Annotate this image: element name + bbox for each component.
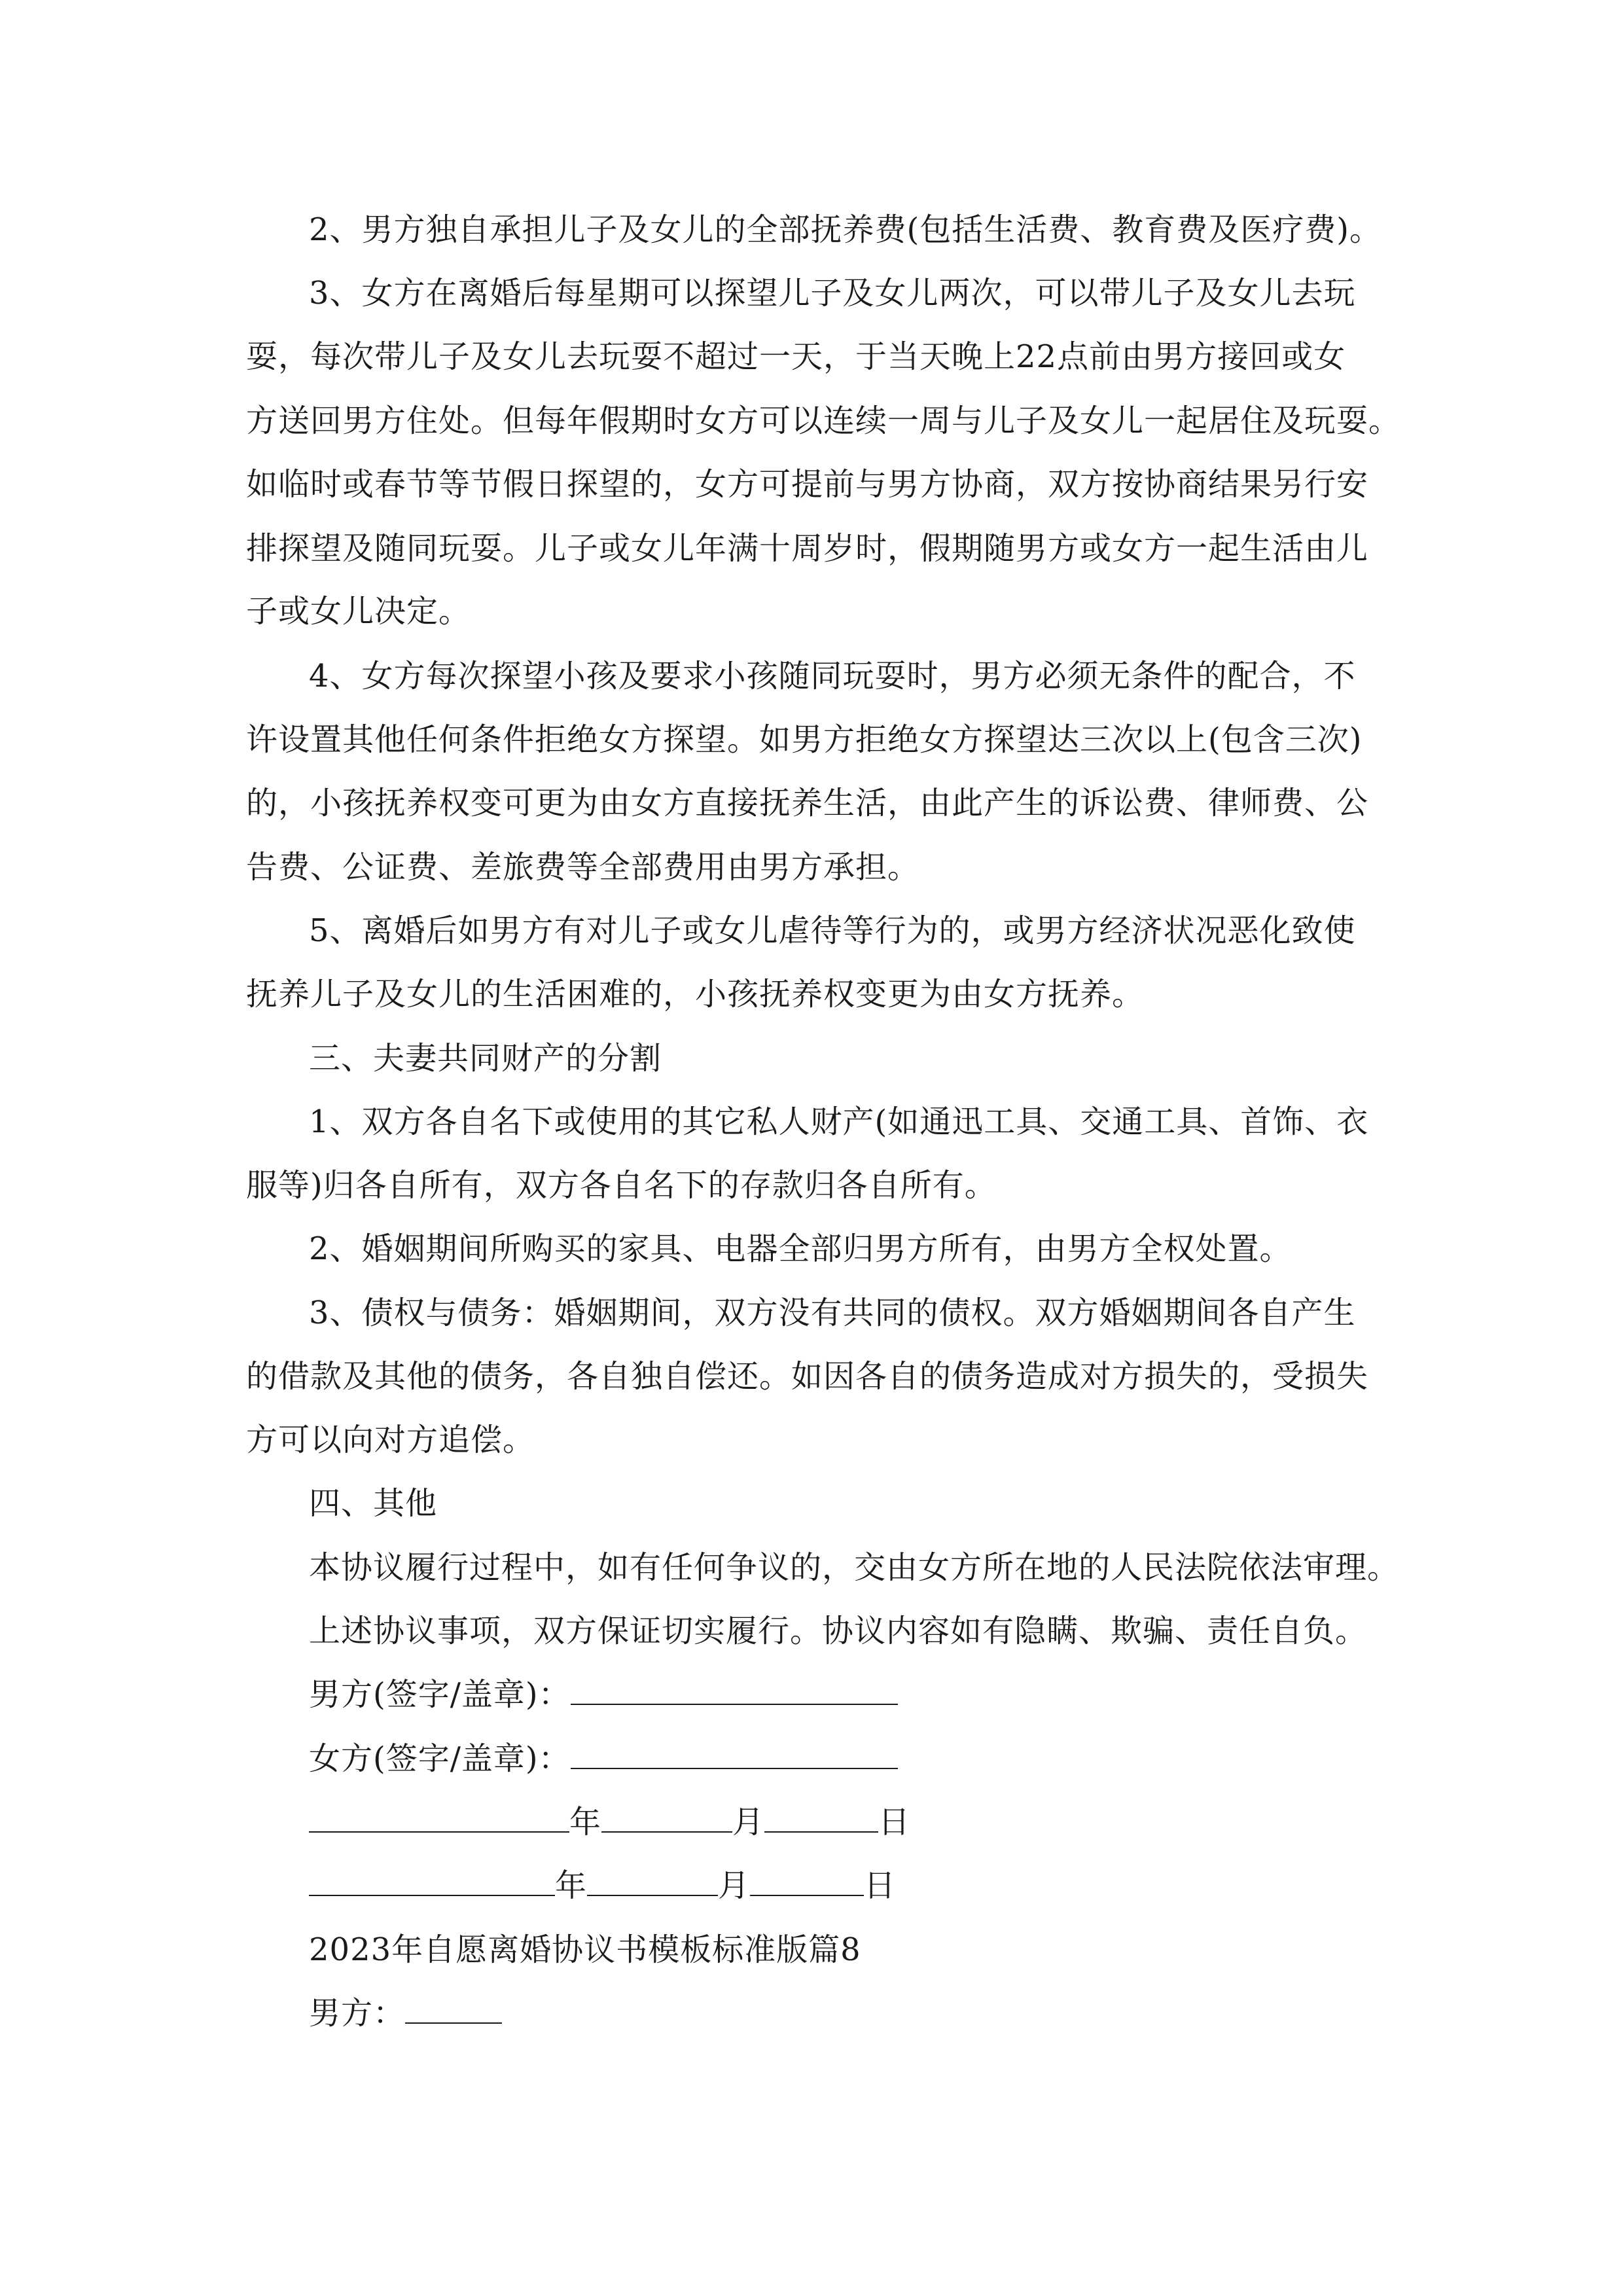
signature-male-row <box>309 1675 1408 1714</box>
year-blank[interactable] <box>309 1803 569 1833</box>
month-label: 月 <box>732 1804 765 1840</box>
day-label: 日 <box>878 1804 911 1840</box>
section-heading: 四、其他 <box>309 1485 438 1522</box>
year-blank[interactable] <box>309 1866 555 1896</box>
year-label: 年 <box>555 1867 588 1904</box>
paragraph-line: 2、婚姻期间所购买的家具、电器全部归男方所有，由男方全权处置。 <box>309 1230 1292 1267</box>
paragraph-line: 2、男方独自承担儿子及女儿的全部抚养费(包括生活费、教育费及医疗费)。 <box>309 211 1382 248</box>
section-heading: 三、夫妻共同财产的分割 <box>309 1040 662 1077</box>
paragraph-line: 子或女儿决定。 <box>246 593 471 630</box>
paragraph-line: 方可以向对方追偿。 <box>246 1422 535 1458</box>
month-blank[interactable] <box>587 1866 718 1896</box>
next-male-blank[interactable] <box>405 1994 502 2024</box>
signature-female-row <box>309 1739 1408 1778</box>
year-label: 年 <box>569 1804 602 1840</box>
paragraph-line: 本协议履行过程中，如有任何争议的，交由女方所在地的人民法院依法审理。 <box>309 1549 1400 1586</box>
month-label: 月 <box>718 1867 751 1904</box>
day-blank[interactable] <box>750 1866 864 1896</box>
paragraph-line: 抚养儿子及女儿的生活困难的，小孩抚养权变更为由女方抚养。 <box>246 976 1145 1013</box>
paragraph-line: 排探望及随同玩耍。儿子或女儿年满十周岁时，假期随男方或女方一起生活由儿 <box>246 530 1369 567</box>
signature-female-blank[interactable] <box>571 1739 898 1769</box>
date-row <box>309 1803 1408 1842</box>
paragraph-line: 3、女方在离婚后每星期可以探望儿子及女儿两次，可以带儿子及女儿去玩 <box>309 275 1356 312</box>
paragraph-line: 5、离婚后如男方有对儿子或女儿虐待等行为的，或男方经济状况恶化致使 <box>309 912 1356 949</box>
paragraph-line: 1、双方各自名下或使用的其它私人财产(如通迅工具、交通工具、首饰、衣 <box>309 1103 1369 1140</box>
date-row <box>309 1866 1408 1905</box>
day-blank[interactable] <box>764 1803 878 1833</box>
paragraph-line: 的，小孩抚养权变可更为由女方直接抚养生活，由此产生的诉讼费、律师费、公 <box>246 785 1369 821</box>
next-section-title: 2023年自愿离婚协议书模板标准版篇8 <box>309 1931 861 1968</box>
signature-male-blank[interactable] <box>571 1675 898 1705</box>
paragraph-line: 耍，每次带儿子及女儿去玩耍不超过一天，于当天晚上22点前由男方接回或女 <box>246 338 1346 375</box>
paragraph-line: 的借款及其他的债务，各自独自偿还。如因各自的债务造成对方损失的，受损失 <box>246 1358 1369 1395</box>
paragraph-line: 如临时或春节等节假日探望的，女方可提前与男方协商，双方按协商结果另行安 <box>246 466 1369 503</box>
day-label: 日 <box>864 1867 897 1904</box>
paragraph-line: 服等)归各自所有，双方各自名下的存款归各自所有。 <box>246 1167 997 1204</box>
next-male-row <box>309 1994 1408 2033</box>
paragraph-line: 4、女方每次探望小孩及要求小孩随同玩耍时，男方必须无条件的配合，不 <box>309 658 1356 694</box>
paragraph-line: 方送回男方住处。但每年假期时女方可以连续一周与儿子及女儿一起居住及玩耍。 <box>246 403 1401 439</box>
month-blank[interactable] <box>601 1803 732 1833</box>
paragraph-line: 许设置其他任何条件拒绝女方探望。如男方拒绝女方探望达三次以上(包含三次) <box>246 721 1363 758</box>
signature-female-label: 女方(签字/盖章)： <box>309 1740 571 1777</box>
paragraph-line: 上述协议事项，双方保证切实履行。协议内容如有隐瞒、欺骗、责任自负。 <box>309 1613 1368 1649</box>
paragraph-line: 告费、公证费、差旅费等全部费用由男方承担。 <box>246 849 920 886</box>
next-male-label: 男方： <box>309 1995 406 2032</box>
signature-male-label: 男方(签字/盖章)： <box>309 1676 571 1713</box>
paragraph-line: 3、债权与债务：婚姻期间，双方没有共同的债权。双方婚姻期间各自产生 <box>309 1295 1356 1331</box>
